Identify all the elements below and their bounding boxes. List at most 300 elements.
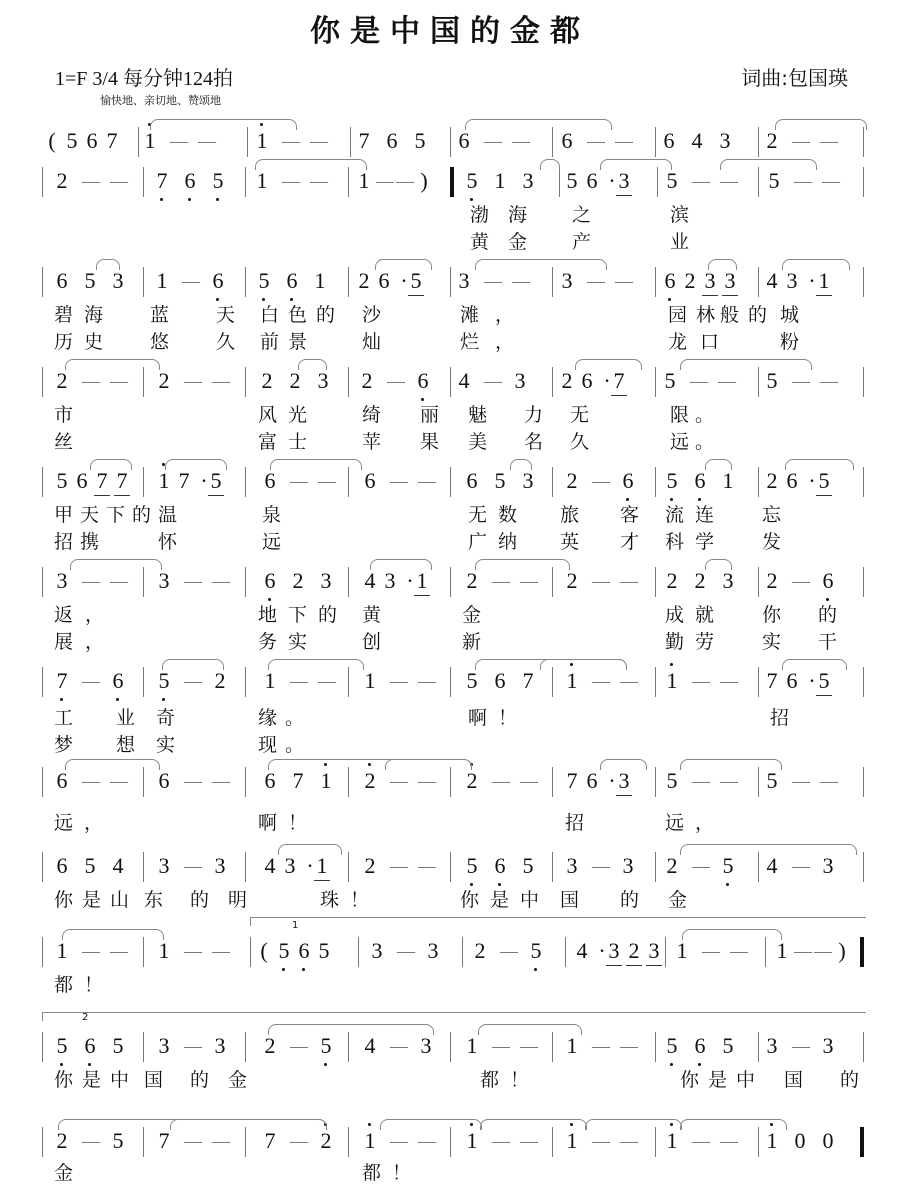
page-title: 你是中国的金都	[310, 14, 590, 49]
note: 5	[318, 938, 330, 963]
barline	[552, 267, 553, 297]
lyric: 黄	[470, 231, 490, 253]
barline	[655, 767, 656, 797]
lyric: 业	[116, 707, 136, 729]
duration-dash: —	[484, 131, 502, 151]
barline	[143, 367, 144, 397]
duration-dash: —	[520, 1131, 538, 1151]
staff-line	[40, 165, 865, 199]
duration-dash: —	[492, 571, 510, 591]
barline	[758, 167, 759, 197]
duration-dash: —	[520, 571, 538, 591]
barline	[245, 767, 246, 797]
lyric: 。	[285, 734, 305, 756]
lyric: 城	[780, 304, 800, 326]
note: 3	[214, 1033, 226, 1058]
duration-dash: —	[484, 371, 502, 391]
lyric: 久	[216, 331, 236, 353]
lyric: 。	[695, 431, 715, 453]
note: 7	[114, 467, 130, 496]
lyric: 梦	[54, 734, 74, 756]
tie-slur	[385, 759, 472, 770]
duration-dash: —	[512, 271, 530, 291]
lyric: 温	[158, 504, 178, 526]
note: 0	[794, 1128, 806, 1153]
note: 3	[822, 1033, 834, 1058]
note: 2	[466, 568, 478, 593]
barline	[758, 1127, 759, 1157]
note: 1	[256, 168, 268, 193]
note: 2	[56, 368, 68, 393]
note: 5	[156, 667, 172, 695]
note: 1	[358, 168, 370, 193]
tie-slur	[705, 559, 732, 570]
barline	[863, 367, 864, 397]
note: 1	[564, 1127, 580, 1155]
duration-dash: —	[387, 371, 405, 391]
note: 6	[262, 567, 278, 595]
lyric: 新	[462, 631, 482, 653]
duration-dash: —	[814, 941, 832, 961]
lyric: 灿	[362, 331, 382, 353]
note: 6	[620, 467, 636, 495]
note: 3	[616, 167, 632, 196]
lyric: 连	[695, 504, 715, 526]
lyric: 工	[54, 707, 74, 729]
tie-slur	[510, 459, 532, 470]
duration-dash: —	[318, 471, 336, 491]
lyric: 美	[468, 431, 488, 453]
note: 6	[76, 468, 88, 493]
tie-slur	[150, 119, 297, 130]
barline	[665, 937, 666, 967]
note: 2	[694, 568, 706, 593]
duration-dash: —	[620, 1036, 638, 1056]
duration-dash: —	[390, 471, 408, 491]
note: )	[838, 938, 846, 963]
duration-dash: —	[110, 371, 128, 391]
duration-dash: —	[720, 1131, 738, 1151]
duration-dash: —	[592, 671, 610, 691]
lyric: 中	[736, 1069, 756, 1091]
note: 5	[84, 268, 96, 293]
note: 1	[722, 468, 734, 493]
tie-slur	[708, 259, 737, 270]
volta-number: 1	[292, 920, 299, 931]
lyric: 。	[695, 404, 715, 426]
duration-dash: —	[82, 571, 100, 591]
barline	[450, 767, 451, 797]
duration-dash: —	[212, 941, 230, 961]
lyric: 勤	[665, 631, 685, 653]
barline	[657, 167, 658, 197]
lyric: 的	[318, 604, 338, 626]
lyric: 是	[82, 1069, 102, 1091]
lyric: 就	[695, 604, 715, 626]
barline	[250, 937, 251, 967]
barline	[348, 1127, 349, 1157]
note: 7	[54, 667, 70, 695]
note: 5	[664, 1032, 680, 1060]
note: 5	[666, 168, 678, 193]
tie-slur	[705, 459, 732, 470]
lyric: 士	[288, 431, 308, 453]
note: ·	[603, 368, 611, 393]
barline	[655, 267, 656, 297]
lyric: 金	[508, 231, 528, 253]
note: 3	[284, 853, 296, 878]
note: 3	[719, 128, 731, 153]
duration-dash: —	[592, 571, 610, 591]
note: 7	[611, 367, 627, 396]
note: 1	[466, 1033, 478, 1058]
lyric: 明	[228, 889, 248, 911]
duration-dash: —	[592, 471, 610, 491]
note: 5	[766, 368, 778, 393]
duration-dash: —	[184, 1036, 202, 1056]
lyric: 金	[462, 604, 482, 626]
lyric: 你	[460, 889, 480, 911]
lyric: 展	[54, 631, 74, 653]
note: 5	[56, 468, 68, 493]
lyric: 忘	[762, 504, 782, 526]
barline	[348, 667, 349, 697]
barline	[245, 467, 246, 497]
duration-dash: —	[184, 1131, 202, 1151]
duration-dash: —	[615, 131, 633, 151]
note: 2	[474, 938, 486, 963]
staff-line	[40, 125, 865, 159]
note: 5	[112, 1128, 124, 1153]
lyric: 远	[665, 812, 685, 834]
tie-slur	[680, 1119, 787, 1130]
staff-line	[40, 1030, 865, 1064]
staff-line	[40, 665, 865, 699]
volta-number: 2	[82, 1012, 89, 1023]
note: 3	[722, 267, 738, 296]
lyric: 啊	[468, 707, 488, 729]
barline	[863, 127, 864, 157]
barline	[863, 167, 864, 197]
duration-dash: —	[290, 1131, 308, 1151]
lyric: 天	[216, 304, 236, 326]
lyric: 般	[720, 304, 740, 326]
duration-dash: —	[484, 271, 502, 291]
lyric: 的	[620, 889, 640, 911]
duration-dash: —	[110, 571, 128, 591]
duration-dash: —	[212, 771, 230, 791]
duration-dash: —	[282, 131, 300, 151]
note: 5	[494, 468, 506, 493]
duration-dash: —	[184, 771, 202, 791]
lyric: 黄	[362, 604, 382, 626]
tie-slur	[170, 1119, 327, 1130]
note: 1	[414, 567, 430, 596]
note: 5	[720, 852, 736, 880]
lyric: 山	[110, 889, 130, 911]
barline	[42, 852, 43, 882]
barline	[758, 127, 759, 157]
duration-dash: —	[592, 1036, 610, 1056]
note: 6	[786, 468, 798, 493]
lyric: 实	[762, 631, 782, 653]
note: 3	[616, 767, 632, 796]
lyric: 泉	[262, 504, 282, 526]
duration-dash: —	[692, 171, 710, 191]
lyric: 你	[54, 889, 74, 911]
lyric: 干	[818, 631, 838, 653]
note: 5	[664, 368, 676, 393]
barline	[358, 937, 359, 967]
lyric: 滨	[670, 204, 690, 226]
lyric: 实	[156, 734, 176, 756]
lyric: 烂	[460, 331, 480, 353]
note: 2	[364, 853, 376, 878]
barline	[552, 127, 553, 157]
barline	[143, 567, 144, 597]
lyric: 无	[468, 504, 488, 526]
note: 5	[256, 267, 272, 295]
lyric: ！	[392, 1162, 412, 1184]
duration-dash: —	[110, 171, 128, 191]
note: 3	[56, 568, 68, 593]
barline	[758, 767, 759, 797]
lyric: 海	[508, 204, 528, 226]
lyric: 招	[565, 812, 585, 834]
note: 1	[664, 667, 680, 695]
barline	[552, 1127, 553, 1157]
note: 6	[264, 468, 276, 493]
note: 6	[110, 667, 126, 695]
lyric: 你	[680, 1069, 700, 1091]
note: 2	[292, 568, 304, 593]
barline	[348, 1032, 349, 1062]
duration-dash: —	[792, 131, 810, 151]
note: 3	[514, 368, 526, 393]
tie-slur	[540, 659, 627, 670]
lyric: 光	[288, 404, 308, 426]
duration-dash: —	[184, 856, 202, 876]
lyric: 携	[80, 531, 100, 553]
tie-slur	[475, 559, 570, 570]
note: 5	[276, 937, 292, 965]
lyric: 成	[665, 604, 685, 626]
note: 5	[664, 467, 680, 495]
tie-slur	[268, 659, 364, 670]
barline	[450, 1127, 451, 1157]
volta-bracket	[250, 917, 866, 926]
tie-slur	[465, 119, 612, 130]
barline	[450, 367, 451, 397]
tie-slur	[380, 1119, 482, 1130]
lyric: 金	[228, 1069, 248, 1091]
duration-dash: —	[792, 571, 810, 591]
duration-dash: —	[615, 271, 633, 291]
lyric: 远	[262, 531, 282, 553]
lyric: ，	[84, 812, 104, 834]
barline	[552, 1032, 553, 1062]
lyric: 龙	[668, 331, 688, 353]
lyric: 的	[316, 304, 336, 326]
duration-dash: —	[492, 771, 510, 791]
duration-dash: —	[492, 1131, 510, 1151]
barline	[450, 852, 451, 882]
duration-dash: —	[110, 771, 128, 791]
barline	[143, 667, 144, 697]
duration-dash: —	[692, 771, 710, 791]
tie-slur	[680, 844, 857, 855]
note: 1	[362, 1127, 378, 1155]
barline	[143, 937, 144, 967]
barline	[245, 667, 246, 697]
tie-slur	[475, 259, 607, 270]
duration-dash: —	[390, 1036, 408, 1056]
note: 6	[56, 268, 68, 293]
tie-slur	[680, 359, 812, 370]
note: 7	[178, 468, 190, 493]
credits: 词曲:包国瑛	[741, 66, 848, 90]
note: 6	[378, 268, 390, 293]
lyric: 国	[560, 889, 580, 911]
lyric: 魅	[468, 404, 488, 426]
note: 3	[646, 937, 662, 966]
note: 5	[414, 128, 426, 153]
barline	[462, 937, 463, 967]
lyric: 沙	[362, 304, 382, 326]
barline	[350, 127, 351, 157]
lyric: 广	[468, 531, 488, 553]
lyric: 滩	[460, 304, 480, 326]
lyric: 发	[762, 531, 782, 553]
duration-dash: —	[82, 671, 100, 691]
lyric: 林	[696, 304, 716, 326]
duration-dash: —	[592, 856, 610, 876]
tie-slur	[90, 459, 132, 470]
lyric: 招	[770, 707, 790, 729]
duration-dash: —	[390, 1131, 408, 1151]
lyric: 国	[144, 1069, 164, 1091]
barline	[42, 267, 43, 297]
note: :	[858, 938, 866, 963]
duration-dash: —	[690, 371, 708, 391]
duration-dash: —	[282, 171, 300, 191]
barline	[143, 1127, 144, 1157]
barline	[758, 367, 759, 397]
note: 6	[210, 267, 226, 295]
note: 3	[722, 568, 734, 593]
note: 3	[158, 853, 170, 878]
staff-line	[40, 850, 865, 884]
lyric: 是	[82, 889, 102, 911]
barline	[247, 127, 248, 157]
lyric: 渤	[470, 204, 490, 226]
duration-dash: —	[418, 471, 436, 491]
barline	[42, 767, 43, 797]
duration-dash: —	[418, 671, 436, 691]
lyric: 白	[260, 304, 280, 326]
note: 5	[318, 1032, 334, 1060]
lyric: 返	[54, 604, 74, 626]
duration-dash: —	[500, 941, 518, 961]
lyric: 远	[670, 431, 690, 453]
barline	[552, 767, 553, 797]
note: 6	[786, 668, 798, 693]
duration-dash: —	[592, 1131, 610, 1151]
tie-slur	[785, 459, 854, 470]
note: 5	[522, 853, 534, 878]
lyric: 市	[54, 404, 74, 426]
duration-dash: —	[718, 371, 736, 391]
note: 6	[458, 128, 470, 153]
tie-slur	[370, 559, 432, 570]
note: ·	[598, 938, 606, 963]
duration-dash: —	[820, 131, 838, 151]
lyric: ！	[498, 707, 518, 729]
note: 6	[158, 768, 170, 793]
lyric: 啊	[258, 812, 278, 834]
tie-slur	[782, 259, 850, 270]
note: 2	[56, 1128, 68, 1153]
note: 5	[768, 168, 780, 193]
tie-slur	[162, 659, 224, 670]
note: 3	[606, 937, 622, 966]
lyric: 都	[480, 1069, 500, 1091]
lyric: 地	[258, 604, 278, 626]
note: ·	[200, 468, 208, 493]
duration-dash: —	[290, 471, 308, 491]
lyric: 下	[106, 504, 126, 526]
volta-bracket	[42, 1012, 866, 1021]
note: 4	[766, 853, 778, 878]
lyric: 下	[288, 604, 308, 626]
lyric: 蓝	[150, 304, 170, 326]
lyric: 丝	[54, 431, 74, 453]
note: 5	[464, 852, 480, 880]
duration-dash: —	[390, 771, 408, 791]
note: 1	[664, 1127, 680, 1155]
note: 6	[86, 128, 98, 153]
lyric: 远	[54, 812, 74, 834]
staff-line	[40, 1125, 865, 1159]
note: 6	[561, 128, 573, 153]
tie-slur	[375, 259, 432, 270]
duration-dash: —	[110, 941, 128, 961]
note: 3	[214, 853, 226, 878]
lyric: 缘	[258, 707, 278, 729]
lyric: 碧	[54, 304, 74, 326]
note: 6	[466, 468, 478, 493]
duration-dash: —	[82, 171, 100, 191]
note: 2	[318, 1127, 334, 1155]
lyric: 久	[570, 431, 590, 453]
tie-slur	[782, 659, 847, 670]
duration-dash: —	[170, 131, 188, 151]
duration-dash: —	[792, 1036, 810, 1056]
barline	[655, 567, 656, 597]
note: 3	[522, 168, 534, 193]
barline	[863, 567, 864, 597]
note: 5	[816, 667, 832, 696]
barline	[655, 467, 656, 497]
barline	[765, 937, 766, 967]
expression-marking: 愉快地、亲切地、赞颂地	[100, 94, 221, 107]
barline	[450, 467, 451, 497]
tie-slur	[600, 759, 647, 770]
note: 5	[466, 668, 478, 693]
lyric: 粉	[780, 331, 800, 353]
lyric: 才	[620, 531, 640, 553]
note: 6	[264, 768, 276, 793]
